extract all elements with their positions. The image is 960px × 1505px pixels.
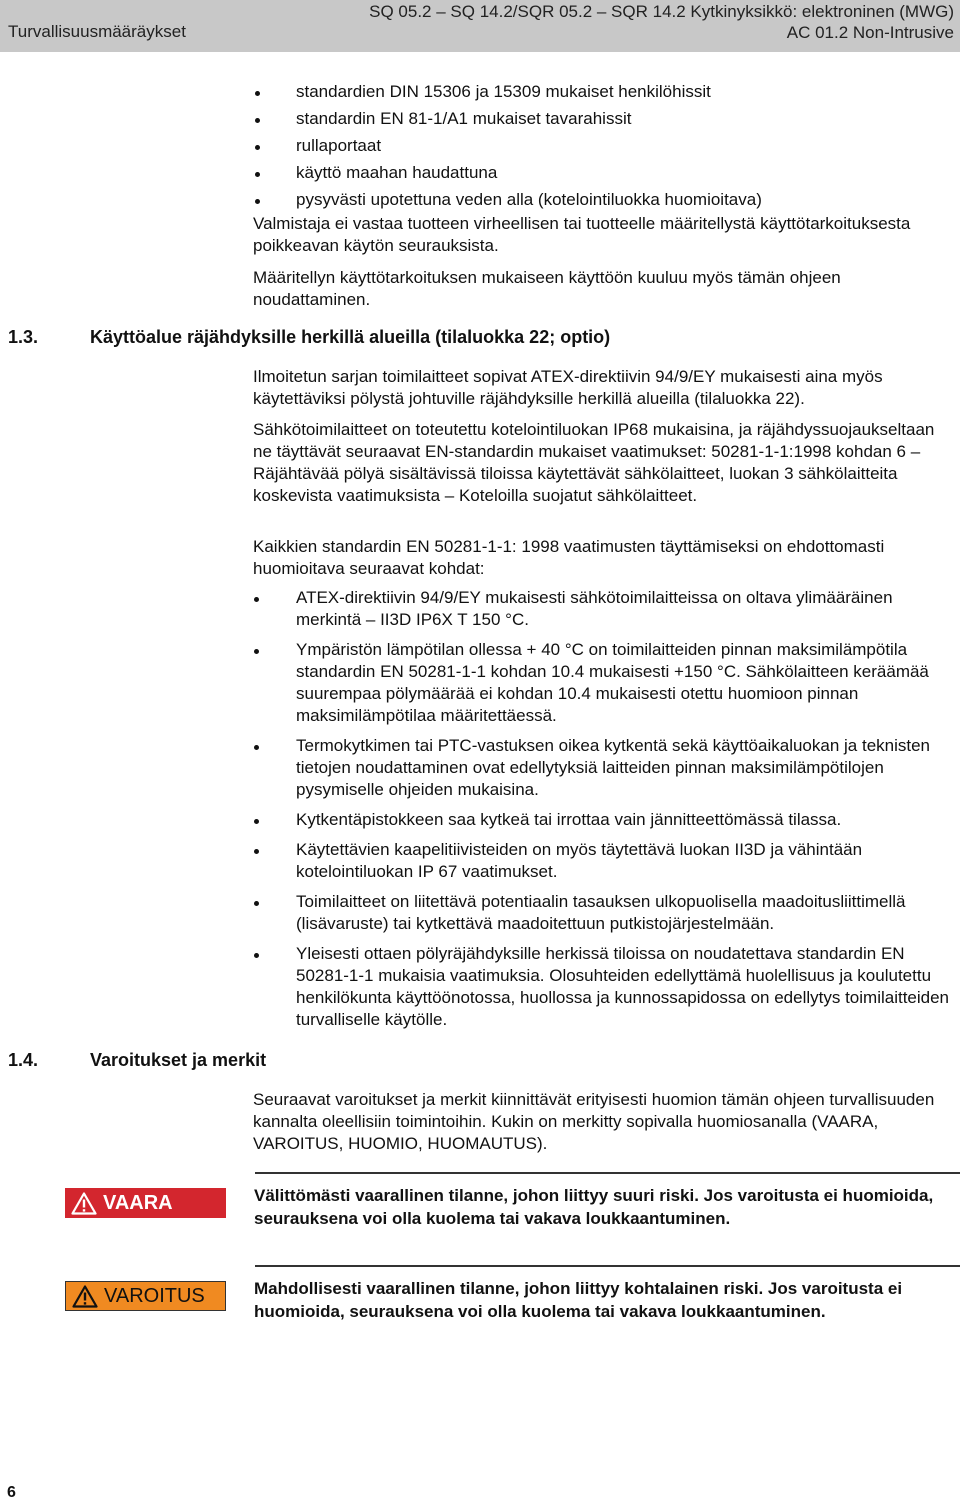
section-number: 1.3. — [8, 327, 39, 347]
list-item: Toimilaitteet on liitettävä potentiaalin tasauksen ulkopuolisella maadoitusliittimellä (lisävaruste) tai kytkettävä maadoitettuun putkistojärjestelmään. — [296, 891, 956, 935]
list-item: rullaportaat — [296, 132, 946, 159]
standards-paragraph: Sähkötoimilaitteet on toteutettu kotelointiluokan IP68 mukaisina, ja räjähdyssuojaukseltaan ne täyttävät seuraavat EN-standardin mukaiset vaatimukset: 50281-1-1:1998 kohdan 6 – Räjähtävää pölyä sisältävissä tiloissa käytettävät sähkölaitteet, luokan 3 sähkölaitteita koskevista vaatimuksista – Koteloilla suojatut sähkölaitteet. — [253, 420, 935, 505]
section-title: Varoitukset ja merkit — [90, 1050, 267, 1070]
signal-word-badge-warning — [65, 1281, 226, 1311]
section-heading-1-4 — [8, 1050, 266, 1071]
liability-paragraph: Valmistaja ei vastaa tuotteen virheellisen tai tuotteelle määritellystä käyttötarkoituksesta poikkeavan käytön seurauksista. — [253, 214, 911, 255]
atex-requirements-list — [296, 587, 956, 1039]
signal-word-badge-danger — [65, 1188, 226, 1218]
page-header — [0, 0, 960, 52]
header-product-line-1: SQ 05.2 – SQ 14.2/SQR 05.2 – SQR 14.2 Kytkinyksikkö: elektroninen (MWG) — [369, 2, 954, 21]
list-item: standardin EN 81-1/A1 mukaiset tavarahissit — [296, 105, 946, 132]
divider — [255, 1172, 960, 1174]
list-item: ATEX-direktiivin 94/9/EY mukaisesti sähkötoimilaitteissa on oltava ylimääräinen merkintä – II3D IP6X T 150 °C. — [296, 587, 956, 631]
list-item: standardien DIN 15306 ja 15309 mukaiset henkilöhissit — [296, 78, 946, 105]
list-item: Kytkentäpistokkeen saa kytkeä tai irrottaa vain jännitteettömässä tilassa. — [296, 809, 956, 831]
header-product-title — [369, 1, 954, 43]
page-number: 6 — [7, 1484, 16, 1501]
signal-word: VAARA — [103, 1191, 173, 1214]
divider — [255, 1265, 960, 1267]
signal-word: VAROITUS — [104, 1284, 205, 1307]
requirements-intro-paragraph: Kaikkien standardin EN 50281-1-1: 1998 vaatimusten täyttämiseksi on ehdottomasti huomioitava seuraavat kohdat: — [253, 537, 885, 578]
warning-triangle-icon — [72, 1285, 98, 1308]
warning-triangle-icon — [71, 1192, 97, 1215]
section-number: 1.4. — [8, 1050, 39, 1070]
warning-description: Mahdollisesti vaarallinen tilanne, johon liittyy kohtalainen riski. Jos varoitusta ei huomioida, seurauksena voi olla kuolema tai vakava loukkaantuminen. — [254, 1279, 903, 1321]
intended-use-paragraph: Määritellyn käyttötarkoituksen mukaiseen käyttöön kuuluu myös tämän ohjeen noudattaminen. — [253, 268, 841, 309]
atex-intro-paragraph: Ilmoitetun sarjan toimilaitteet sopivat ATEX-direktiivin 94/9/EY mukaisesti aina myös käytettäviksi pölystä johtuville räjähdyksille herkillä alueilla (tilaluokka 22). — [253, 367, 883, 408]
list-item: käyttö maahan haudattuna — [296, 159, 946, 186]
excluded-uses-list — [296, 78, 946, 213]
warnings-intro-paragraph: Seuraavat varoitukset ja merkit kiinnittävät erityisesti huomion tämän ohjeen turvallisuuden kannalta oleellisiin toimintoihin. Kukin on merkitty sopivalla huomiosanalla (VAARA, VAROITUS, HUOMIO, HUOMAUTUS). — [253, 1090, 935, 1153]
list-item: Käytettävien kaapelitiivisteiden on myös täytettävä luokan II3D ja vähintään kotelointiluokan IP 67 vaatimukset. — [296, 839, 956, 883]
header-product-line-2: AC 01.2 Non-Intrusive — [786, 23, 954, 42]
section-heading-1-3 — [8, 327, 610, 348]
list-item: Ympäristön lämpötilan ollessa + 40 °C on toimilaitteiden pinnan maksimilämpötila standardin EN 50281-1-1 kohdan 10.4 mukaisesti +150 °C. Sähkölaitteen keräämää suurempaa pölymäärää ei kohdan 10.4 mukaisesti otettu huomioon pinnan maksimilämpötilaa määritettäessä. — [296, 639, 956, 727]
list-item: Yleisesti ottaen pölyräjähdyksille herkissä tiloissa on noudatettava standardin EN 50281-1-1 mukaisia vaatimuksia. Olosuhteiden edellyttämä huolellisuus ja koulutettu henkilökunta käyttöönotossa, huollossa ja kunnossapidossa on edellytys toimilaitteiden turvalliselle käytölle. — [296, 943, 956, 1031]
warning-description: Välittömästi vaarallinen tilanne, johon liittyy suuri riski. Jos varoitusta ei huomioida, seurauksena voi olla kuolema tai vakava loukkaantuminen. — [254, 1186, 934, 1228]
list-item: Termokytkimen tai PTC-vastuksen oikea kytkentä sekä käyttöaikaluokan ja teknisten tietojen noudattaminen ovat edellytyksiä laitteiden pinnan maksimilämpötilojen pysymiselle ohjeiden mukaisina. — [296, 735, 956, 801]
list-item: pysyvästi upotettuna veden alla (kotelointiluokka huomioitava) — [296, 186, 946, 213]
header-section-title: Turvallisuusmääräykset — [8, 22, 186, 41]
section-title: Käyttöalue räjähdyksille herkillä alueilla (tilaluokka 22; optio) — [90, 327, 611, 347]
